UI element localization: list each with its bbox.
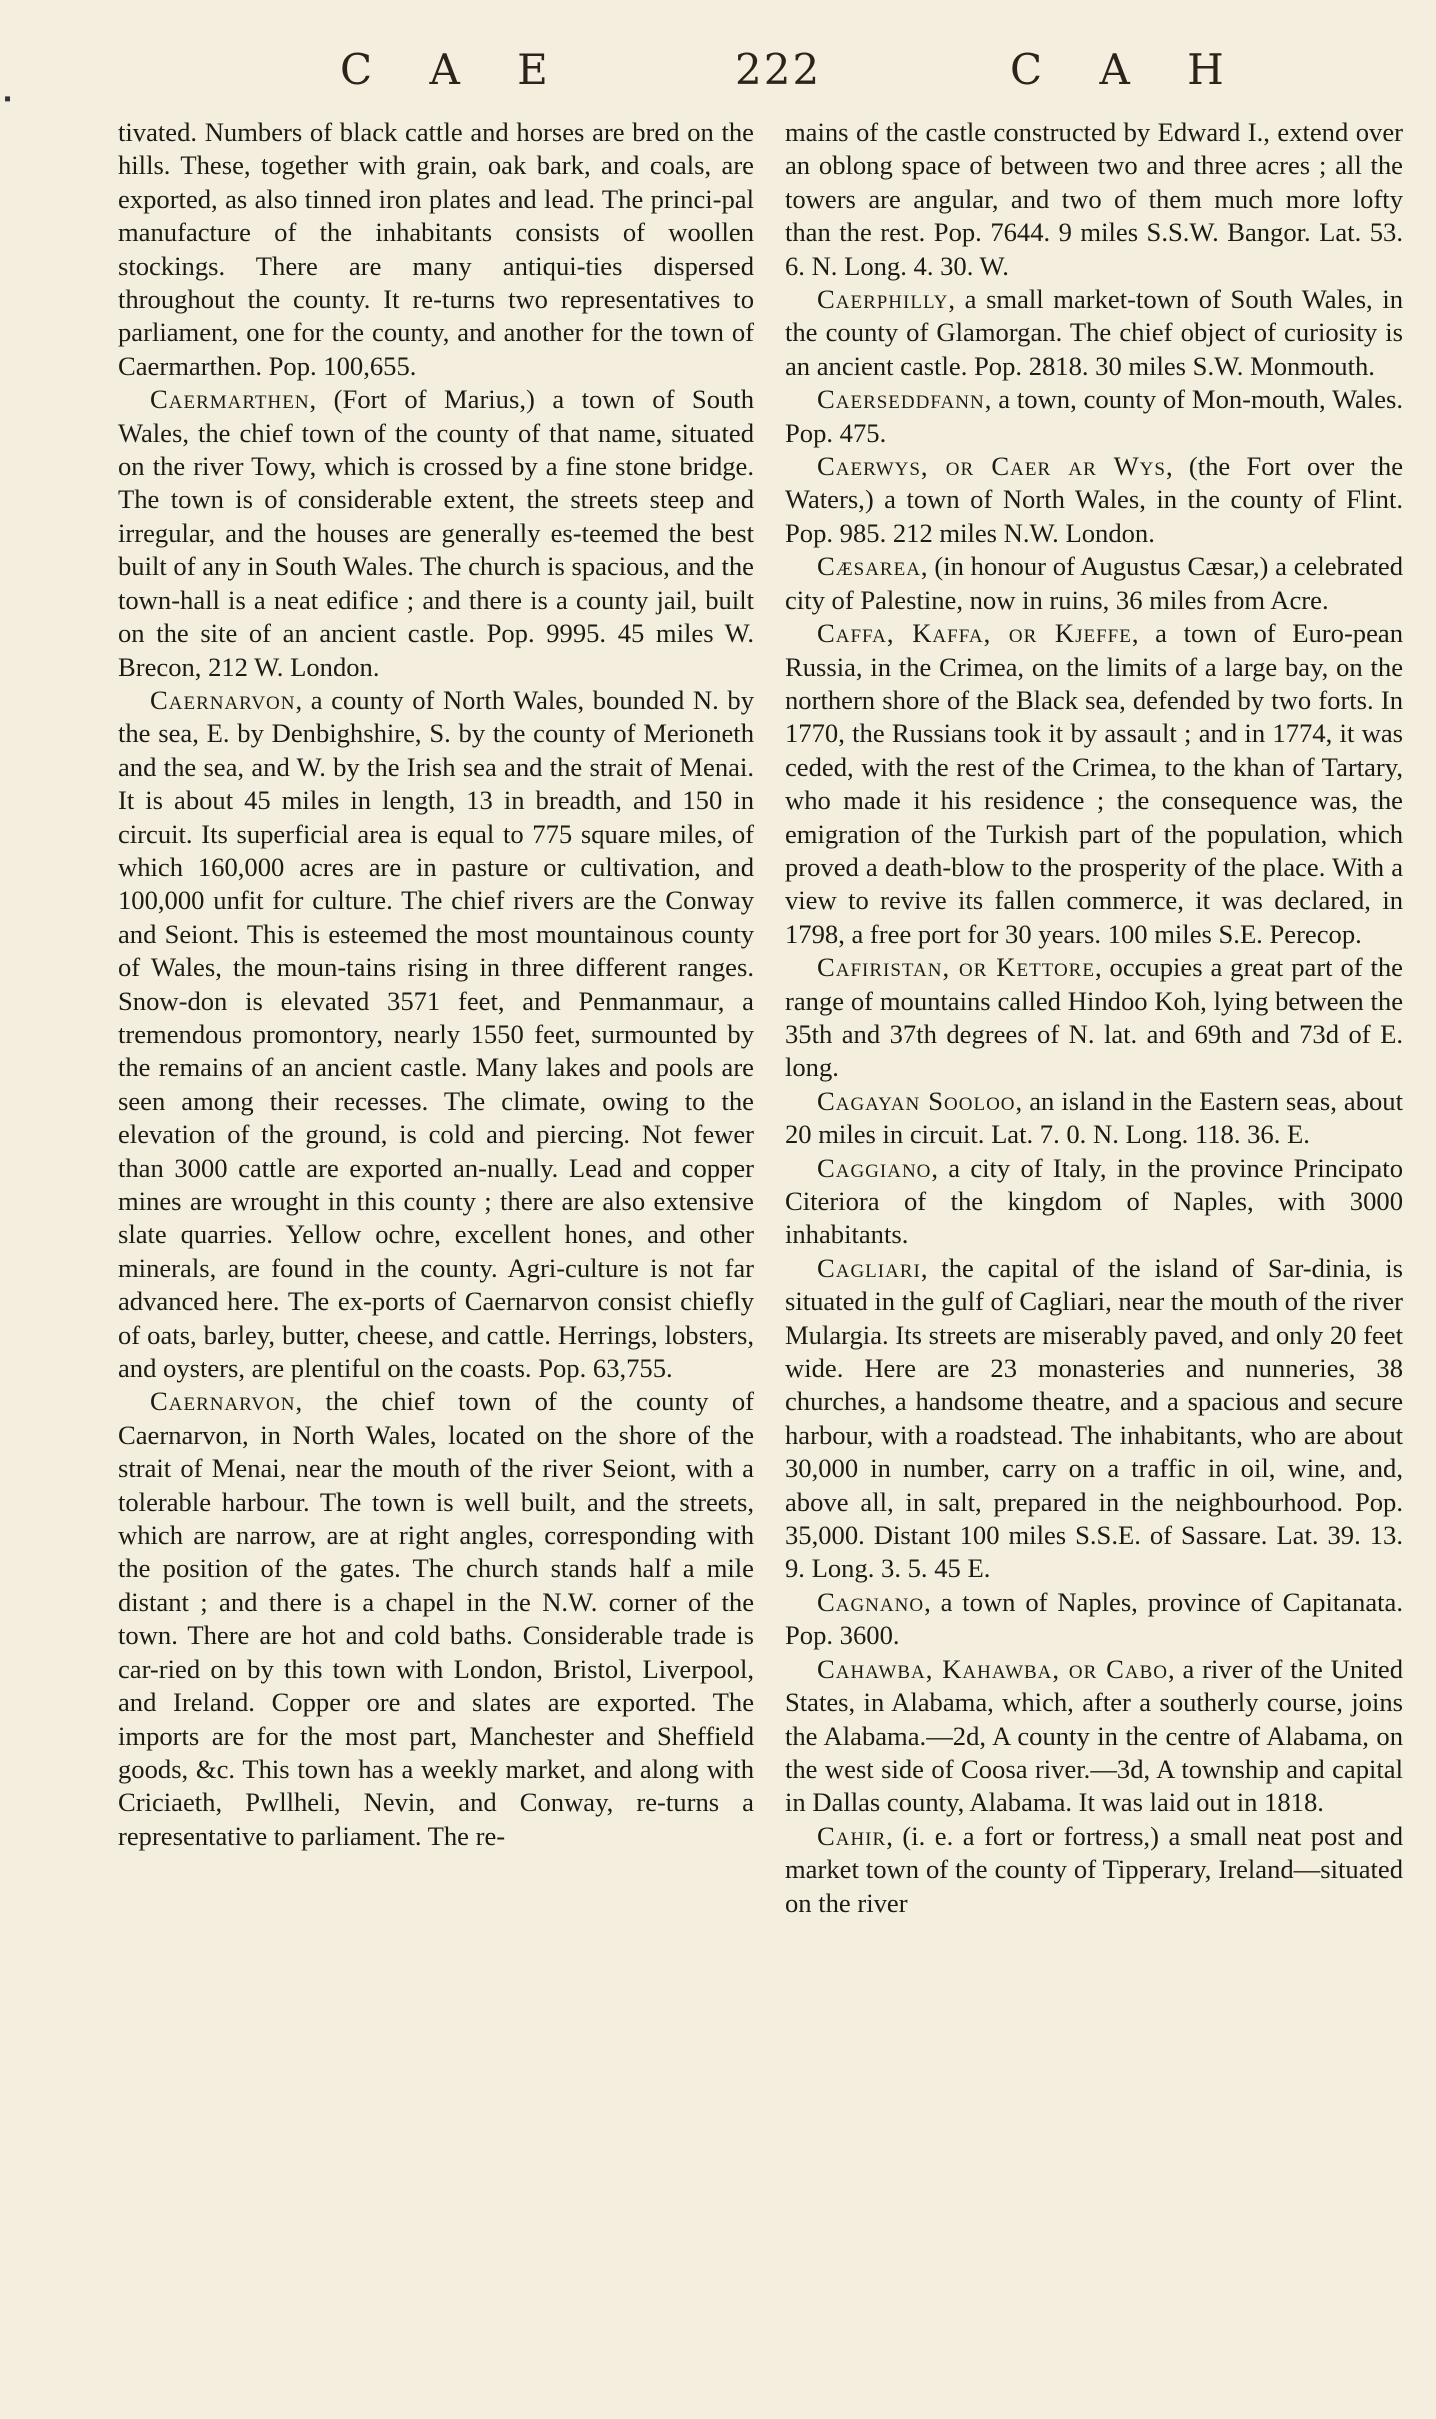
entry-text: , a town of Naples, province of Capitanata. Pop. 3600. — [785, 1586, 1403, 1651]
left-column — [118, 116, 754, 1853]
entry-cagayan-sooloo — [785, 1085, 1403, 1152]
entry-text: , (i. e. a fort or fortress,) a small neat post and market town of the county of Tipperary, Ireland—situated on the river — [785, 1820, 1403, 1918]
entry-headword: Cagayan Sooloo — [817, 1085, 1016, 1116]
entry-text: mains of the castle constructed by Edward I., extend over an oblong space of between two and three acres ; all the towers are angular, and two of them much more lofty than the rest. Pop. 7644. 9 miles S.S.W. Bangor. Lat. 53. 6. N. Long. 4. 30. W. — [785, 117, 1403, 281]
entry-headword: Caermarthen — [150, 384, 310, 415]
entry-caesarea — [785, 550, 1403, 617]
entry-cafiristan — [785, 951, 1403, 1085]
entry-text: , a city of Italy, in the province Principato Citeriora of the kingdom of Naples, with 3000 inhabitants. — [785, 1152, 1403, 1250]
running-header — [0, 45, 1436, 105]
header-left-guide-letters: C A E — [340, 45, 570, 94]
entry-caggiano — [785, 1152, 1403, 1252]
entry-headword: Cagnano — [817, 1586, 925, 1617]
entry-headword: Cahir — [817, 1820, 887, 1851]
entry-cahir — [785, 1820, 1403, 1920]
entry-caernarvon-county — [118, 684, 754, 1386]
entry-caermarthen-town — [118, 383, 754, 684]
header-right-guide-letters: C A H — [1010, 45, 1246, 94]
entry-cahawba — [785, 1653, 1403, 1820]
entry-text: , (the Fort over the Waters,) a town of North Wales, in the county of Flint. Pop. 985. 212 miles N.W. London. — [785, 451, 1403, 548]
entry-text: , a county of North Wales, bounded N. by the sea, E. by Denbighshire, S. by the county of Merioneth and the sea, and W. by the Irish sea and the strait of Menai. It is about 45 miles in length, 13 in breadth, and 150 in circuit. Its superficial area is equal to 775 square miles, of which 160,000 acres are in pasture or cultivation, and 100,000 unfit for culture. The chief rivers are the Conway and Seiont. This is esteemed the most mountainous county of Wales, the moun-tains rising in three different ranges. Snow-don is elevated 3571 feet, and Penmanmaur, a tremendous promontory, nearly 1550 feet, surmounted by the remains of an ancient castle. Many lakes and pools are seen among their recesses. The climate, owing to the elevation of the ground, is cold and piercing. Not fewer than 3000 cattle are exported an-nually. Lead and copper mines are wrought in this county ; there are also extensive slate quarries. Yellow ochre, excellent hones, and other minerals, are found in the county. Agri-culture is not far advanced here. The ex-ports of Caernarvon consist chiefly of oats, barley, butter, cheese, and cattle. Herrings, lobsters, and oysters, are plentiful on the coasts. Pop. 63,755. — [118, 684, 754, 1384]
entry-headword: Caerwys, or Caer ar Wys — [817, 451, 1166, 482]
entry-headword: Cæsarea — [817, 551, 921, 582]
entry-headword: Cafiristan, or Kettore — [817, 952, 1095, 983]
entry-text: tivated. Numbers of black cattle and horses are bred on the hills. These, together with grain, oak bark, and coals, are exported, as also tinned iron plates and lead. The princi-pal manufacture of the inhabitants consists of woollen stockings. There are many antiqui-ties dispersed throughout the county. It re-turns two representatives to parliament, one for the county, and another for the town of Caermarthen. Pop. 100,655. — [118, 117, 754, 381]
entry-headword: Caggiano — [817, 1152, 932, 1183]
entry-text: , the chief town of the county of Caernarvon, in North Wales, located on the shore of the strait of Menai, near the mouth of the river Seiont, with a tolerable harbour. The town is well built, and the streets, which are narrow, are at right angles, corresponding with the position of the gates. The church stands half a mile distant ; and there is a chapel in the N.W. corner of the town. There are hot and cold baths. Considerable trade is car-ried on by this town with London, Bristol, Liverpool, and Ireland. Copper ore and slates are exported. The imports are for the most part, Manchester and Sheffield goods, &c. This town has a weekly market, and along with Criciaeth, Pwllheli, Nevin, and Conway, re-turns a representative to parliament. The re- — [118, 1386, 754, 1851]
page-number: 222 — [735, 45, 822, 94]
entry-text: , a town, county of Mon-mouth, Wales. Pop. 475. — [785, 384, 1403, 448]
entry-headword: Caerphilly — [817, 284, 949, 315]
entry-continuation — [785, 116, 1403, 283]
entry-cagliari — [785, 1252, 1403, 1586]
entry-headword: Caerseddfann — [817, 384, 985, 415]
entry-text: , a town of Euro-pean Russia, in the Crimea, on the limits of a large bay, on the northern shore of the Black sea, defended by two forts. In 1770, the Russians took it by assault ; and in 1774, it was ceded, with the rest of the Crimea, to the khan of Tartary, who made it his residence ; the consequence was, the emigration of the Turkish part of the population, which proved a death-blow to the prosperity of the place. With a view to revive its fallen commerce, it was declared, in 1798, a free port for 30 years. 100 miles S.E. Perecop. — [785, 618, 1403, 949]
entry-caernarvon-town — [118, 1385, 754, 1853]
entry-headword: Cagliari — [817, 1252, 921, 1283]
entry-text: , (Fort of Marius,) a town of South Wales, the chief town of the county of that name, situated on the river Towy, which is crossed by a fine stone bridge. The town is of considerable extent, the streets steep and irregular, and the houses are generally es-teemed the best built of any in South Wales. The church is spacious, and the town-hall is a neat edifice ; and there is a county jail, built on the site of an ancient castle. Pop. 9995. 45 miles W. Brecon, 212 W. London. — [118, 384, 754, 682]
entry-text: , occupies a great part of the range of mountains called Hindoo Koh, lying between the 35th and 37th degrees of N. lat. and 69th and 73d of E. long. — [785, 952, 1403, 1083]
entry-caffa — [785, 617, 1403, 951]
entry-cagnano — [785, 1586, 1403, 1653]
entry-continuation — [118, 116, 754, 383]
entry-caerphilly — [785, 283, 1403, 383]
margin-mark: ▪ — [4, 88, 12, 110]
entry-headword: Cahawba, Kahawba, or Cabo — [817, 1653, 1169, 1684]
entry-caerwys — [785, 450, 1403, 550]
right-column — [785, 116, 1403, 1920]
entry-headword: Caernarvon — [150, 684, 296, 715]
entry-text: , (in honour of Augustus Cæsar,) a celebrated city of Palestine, now in ruins, 36 miles from Acre. — [785, 551, 1403, 615]
entry-text: , a small market-town of South Wales, in the county of Glamorgan. The chief object of curiosity is an ancient castle. Pop. 2818. 30 miles S.W. Monmouth. — [785, 284, 1403, 381]
entry-text: , a river of the United States, in Alabama, which, after a southerly course, joins the Alabama.—2d, A county in the centre of Alabama, on the west side of Coosa river.—3d, A township and capital in Dallas county, Alabama. It was laid out in 1818. — [785, 1653, 1403, 1818]
entry-text: , an island in the Eastern seas, about 20 miles in circuit. Lat. 7. 0. N. Long. 118. 36. E. — [785, 1085, 1403, 1150]
entry-headword: Caffa, Kaffa, or Kjeffe — [817, 618, 1132, 649]
entry-headword: Caernarvon — [150, 1386, 296, 1417]
entry-text: , the capital of the island of Sar-dinia, is situated in the gulf of Cagliari, near the mouth of the river Mulargia. Its streets are miserably paved, and only 20 feet wide. Here are 23 monasteries and nunneries, 38 churches, a handsome theatre, and a spacious and secure harbour, with a roadstead. The inhabitants, who are about 30,000 in number, carry on a traffic in oil, wine, and, above all, in salt, prepared in the neighbourhood. Pop. 35,000. Distant 100 miles S.S.E. of Sassare. Lat. 39. 13. 9. Long. 3. 5. 45 E. — [785, 1252, 1403, 1584]
entry-caerseddfann — [785, 383, 1403, 450]
